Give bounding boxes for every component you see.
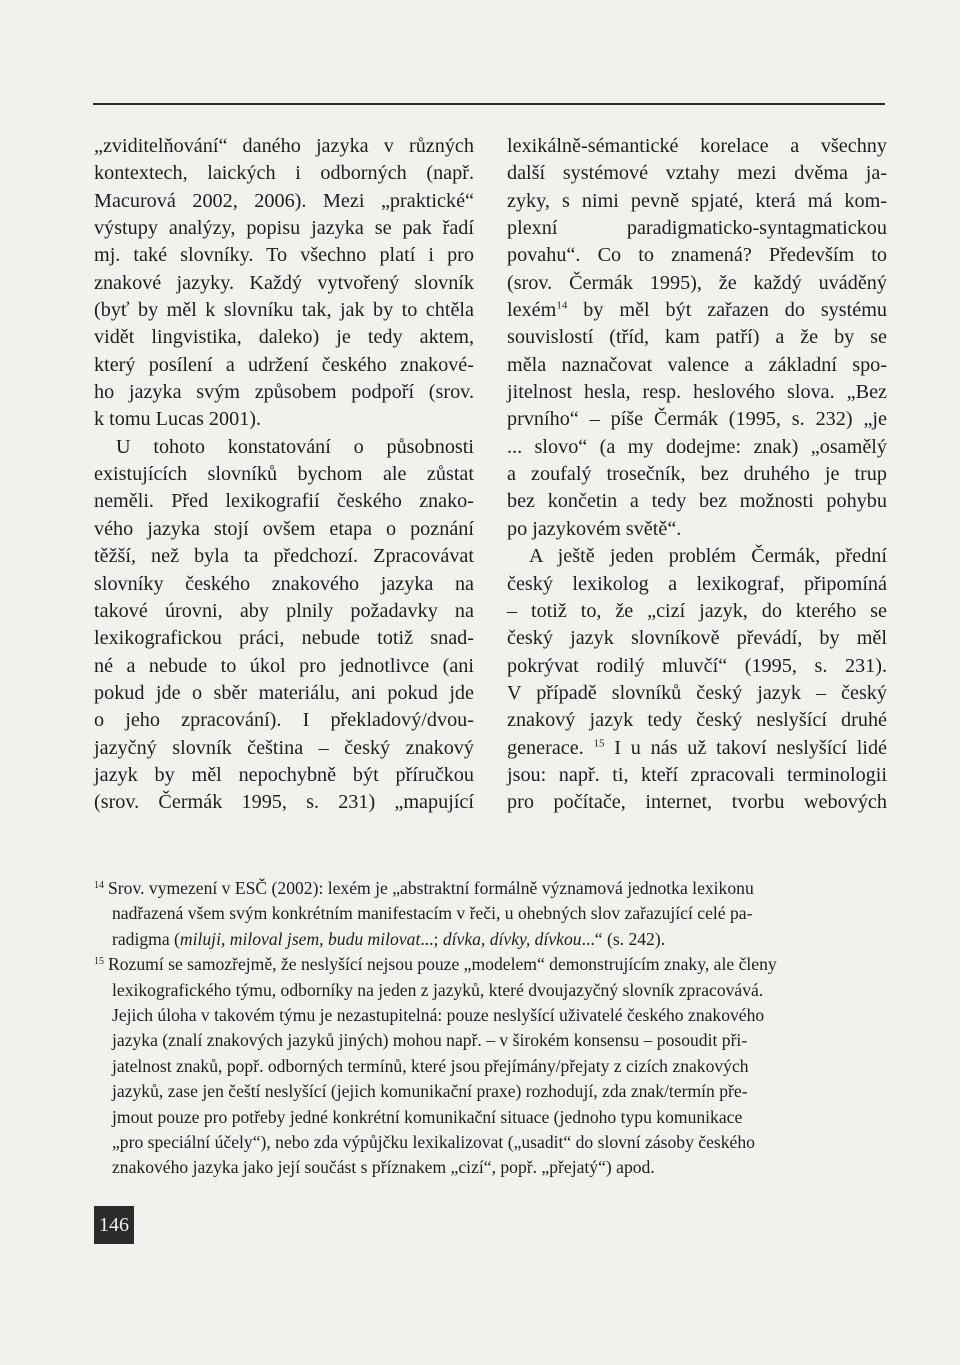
text-line: neměli. Před lexikografií českého znako- (94, 490, 474, 513)
text-line: a zoufalý trosečník, bez druhého je trup (507, 463, 887, 486)
text-line: zyky, s nimi pevně spjaté, která má kom- (507, 189, 887, 212)
footnotes (94, 876, 878, 1181)
text-line: lexikálně-sémantické korelace a všechny (507, 135, 887, 157)
text-line: bez končetin a tedy bez možnosti pohybu (507, 490, 887, 513)
text-line: (srov. Čermák 1995), že každý uváděný (507, 271, 887, 294)
footnote-text: ...“ (s. 242). (581, 928, 666, 949)
text-line: slovníky českého znakového jazyka na (94, 572, 474, 595)
footnote-14-line (94, 927, 878, 952)
footnote-text: Rozumí se samozřejmě, že neslyšící nejsou pouze „modelem“ demonstrujícím znaky, ale členy (108, 954, 777, 975)
text-line (507, 297, 887, 324)
footnote-15-line: jazyků, zase jen čeští neslyšící (jejich komunikační praxe) rozhodují, zda znak/termín pře- (112, 1081, 748, 1102)
text-line: o jeho zpracování). I překladový/dvou- (94, 709, 474, 732)
text-line: po jazykovém světě“. (507, 517, 682, 540)
text-fragment: by měl být zařazen do systému (567, 299, 887, 322)
text-line (507, 735, 887, 762)
text-line: pokrývat rodilý mluvčí“ (1995, s. 231). (507, 654, 887, 677)
text-line: výstupy analýzy, popisu jazyka se pak řadí (94, 217, 474, 240)
text-line: takové úrovni, aby plnily požadavky na (94, 599, 474, 622)
text-line: né a nebude to úkol pro jednotlivce (ani (94, 654, 474, 677)
footnote-15-line: jatelnost znaků, popř. odborných termínů, které jsou přejímány/přejaty z cizích znakových (112, 1055, 749, 1076)
text-line: Macurová 2002, 2006). Mezi „praktické“ (94, 189, 474, 212)
text-line: A ještě jeden problém Čermák, přední (529, 545, 887, 568)
text-line: (srov. Čermák 1995, s. 231) „mapující (94, 791, 474, 814)
text-line: prvního“ – píše Čermák (1995, s. 232) „je (507, 408, 887, 431)
text-line: existujících slovníků bychom ale zůstat (94, 463, 474, 486)
footnote-ref-15: 15 (593, 736, 605, 749)
text-line: kontextech, laických i odborných (např. (94, 162, 474, 185)
top-rule (93, 103, 885, 105)
text-line: „zviditelňování“ daného jazyka v různých (94, 135, 474, 157)
text-line: český jazyk slovníkově převádí, by měl (507, 627, 887, 650)
footnote-text: Srov. vymezení v ESČ (2002): lexém je „abstraktní formálně významová jednotka lexikonu (108, 878, 754, 898)
footnote-text: radigma ( (112, 928, 180, 949)
footnote-15-line (94, 952, 878, 977)
text-line: (byť by měl k slovníku tak, jak by to chtěla (94, 299, 474, 322)
text-line: povahu“. Co to znamená? Především to (507, 244, 887, 267)
footnote-mark-15: 15 (94, 956, 104, 968)
text-line: ho jazyka svým způsobem podpoří (srov. (94, 381, 474, 404)
footnote-15-line: znakového jazyka jako její součást s příznakem „cizí“, popř. „přejatý“) apod. (112, 1157, 655, 1178)
text-line: který posílení a udržení českého znakové- (94, 353, 474, 376)
text-line: vidět lingvistika, daleko) je tedy aktem, (94, 326, 474, 349)
text-line: plexní paradigmaticko-syntagmatickou (507, 217, 887, 240)
page-number: 146 (94, 1206, 134, 1244)
text-line: souvislostí (tříd, kam patří) a že by se (507, 326, 887, 349)
footnote-italic-example: dívka, dívky, dívkou (442, 928, 582, 949)
footnote-15-line: „pro speciální účely“), nebo zda výpůjčku lexikalizovat („usadit“ do slovní zásoby českého (112, 1131, 755, 1152)
footnote-14-line (94, 876, 878, 901)
footnote-14-line: nadřazená všem svým konkrétním manifestacím v řeči, u ohebných slov zařazující celé pa- (112, 903, 753, 924)
text-line: ... slovo“ (a my dodejme: znak) „osamělý (507, 435, 887, 458)
text-line: znakové jazyky. Každý vytvořený slovník (94, 271, 474, 294)
text-fragment: generace. (507, 736, 584, 759)
footnote-15-line: jmout pouze pro potřeby jedné konkrétní komunikační situace (jednoho typu komunikace (112, 1106, 743, 1127)
text-line: jazyk by měl nepochybně být příručkou (94, 763, 474, 786)
footnote-ref-14: 14 (556, 299, 568, 312)
text-line: znakový jazyk tedy český neslyšící druhé (507, 709, 887, 732)
text-line: další systémové vztahy mezi dvěma ja- (507, 162, 887, 185)
text-line: U tohoto konstatování o působnosti (116, 435, 474, 458)
right-column (507, 133, 887, 817)
text-line: – totiž to, že „cizí jazyk, do kterého se (507, 599, 887, 622)
text-line: lexikografickou práci, nebude totiž snad- (94, 627, 474, 650)
text-fragment: I u nás už takoví neslyšící lidé (604, 736, 887, 759)
text-line: pokud jde o sběr materiálu, ani pokud jde (94, 681, 474, 704)
text-line: V případě slovníků český jazyk – český (507, 681, 887, 704)
text-line: jitelnost hesla, resp. heslového slova. „Bez (507, 381, 887, 404)
text-line: vého jazyka stojí ovšem etapa o poznání (94, 517, 474, 540)
footnote-mark-14: 14 (94, 880, 104, 891)
text-line: český lexikolog a lexikograf, připomíná (507, 572, 887, 595)
footnote-15-line: jazyka (znalí znakových jazyků jiných) mohou např. – v širokém konsensu – posoudit při- (112, 1030, 748, 1051)
text-line: k tomu Lucas 2001). (94, 408, 262, 431)
text-line: těžší, než byla ta předchozí. Zpracovávat (94, 545, 474, 568)
text-line: mj. také slovníky. To všechno platí i pro (94, 244, 474, 267)
text-fragment: lexém (507, 299, 557, 322)
text-line: pro počítače, internet, tvorbu webových (507, 791, 887, 814)
footnote-italic-example: miluji, miloval jsem, budu milovat (179, 928, 421, 949)
text-line: měla naznačovat valence a základní spo- (507, 353, 887, 376)
left-column (94, 133, 474, 817)
footnote-text: ...; (420, 928, 443, 949)
text-line: jsou: např. ti, kteří zpracovali terminologii (507, 763, 887, 786)
footnote-15-line: lexikografického týmu, odborníky na jeden z jazyků, které dvoujazyčný slovník zpracovává. (112, 979, 764, 1000)
footnote-15-line: Jejich úloha v takovém týmu je nezastupitelná: pouze neslyšící uživatelé českého znakového (112, 1004, 765, 1025)
text-line: jazyčný slovník čeština – český znakový (94, 736, 474, 759)
